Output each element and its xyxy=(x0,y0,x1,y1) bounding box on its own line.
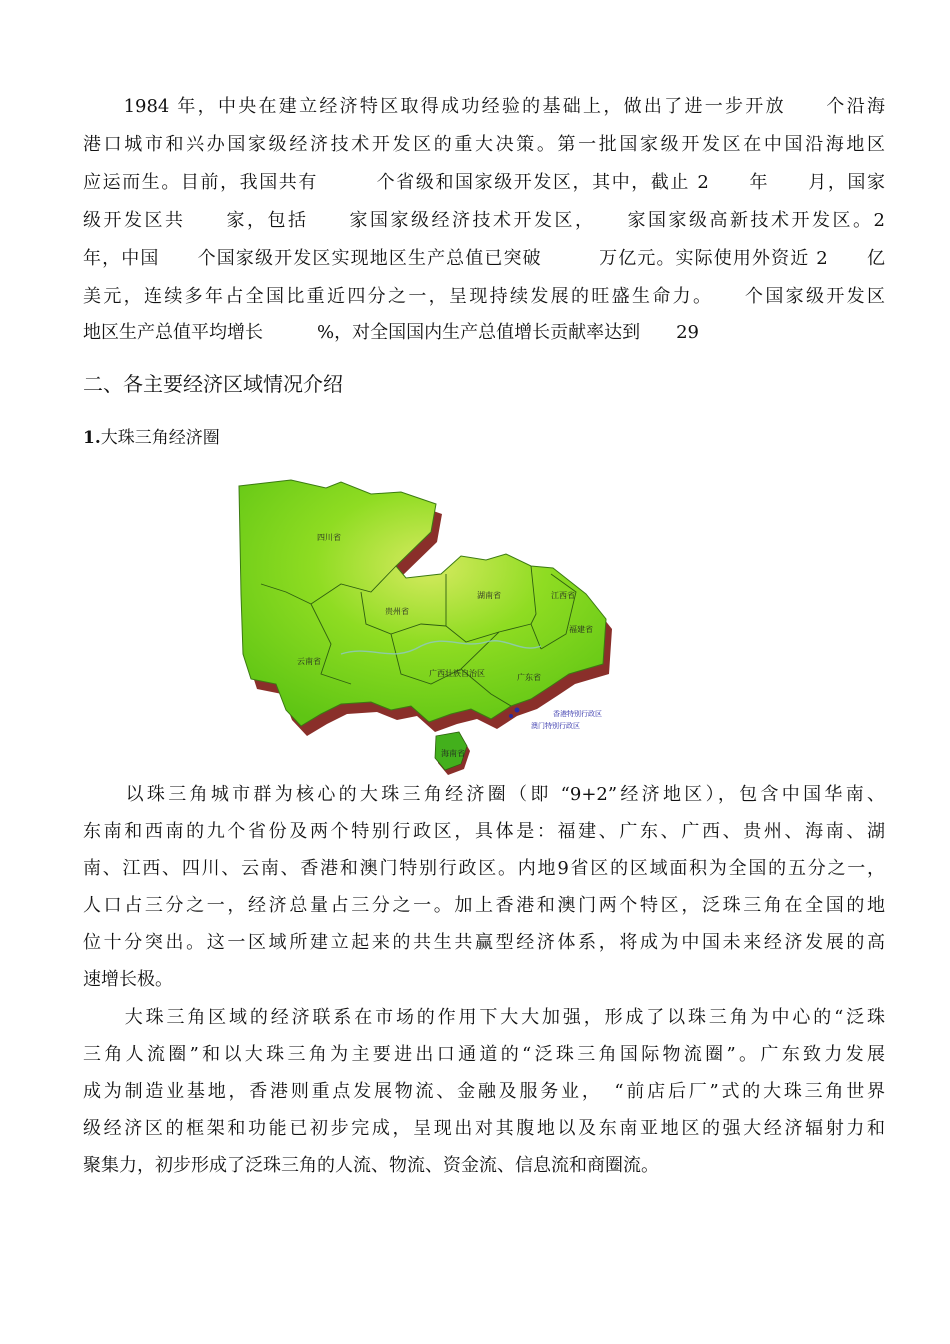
text-line: 港口城市和兴办国家级经济技术开发区的重大决策。第一批国家级开发区在中国沿海地区 xyxy=(83,134,885,155)
text-line: 人口占三分之一，经济总量占三分之一。加上香港和澳门两个特区，泛珠三角在全国的地 xyxy=(83,895,885,916)
text-line: 级开发区共 家，包括 家国家级经济技术开发区， 家国家级高新技术开发区。2 xyxy=(83,210,885,231)
label-guangdong: 广东省 xyxy=(517,673,541,682)
label-fujian: 福建省 xyxy=(569,625,593,634)
text-line: 地区生产总值平均增长 %，对全国国内生产总值增长贡献率达到 29 xyxy=(83,322,700,343)
text-line: 大珠三角区域的经济联系在市场的作用下大大加强，形成了以珠三角为中心的“泛珠 xyxy=(83,1007,885,1028)
text-line: 聚集力，初步形成了泛珠三角的人流、物流、资金流、信息流和商圈流。 xyxy=(83,1155,659,1176)
text-line: 成为制造业基地，香港则重点发展物流、金融及服务业， “前店后厂”式的大珠三角世界 xyxy=(83,1081,885,1102)
text-line: 以珠三角城市群为核心的大珠三角经济圈（即 “9+2”经济地区），包含中国华南、 xyxy=(83,784,885,805)
macau-marker xyxy=(509,714,513,718)
label-guizhou: 贵州省 xyxy=(385,607,409,616)
text-line: 位十分突出。这一区域所建立起来的共生共赢型经济体系，将成为中国未来经济发展的高 xyxy=(83,932,885,953)
label-hunan: 湖南省 xyxy=(477,591,501,600)
text-line: 1984 年，中央在建立经济特区取得成功经验的基础上，做出了进一步开放 个沿海 xyxy=(83,96,885,117)
text-line: 美元，连续多年占全国比重近四分之一，呈现持续发展的旺盛生命力。 个国家级开发区 xyxy=(83,286,885,307)
label-hainan: 海南省 xyxy=(441,749,465,758)
text-line: 级经济区的框架和功能已初步完成，呈现出对其腹地以及东南亚地区的强大经济辐射力和 xyxy=(83,1118,885,1139)
subsection-number: 1. xyxy=(83,428,101,448)
subsection-title: 大珠三角经济圈 xyxy=(100,428,220,448)
text-line: 速增长极。 xyxy=(83,969,173,990)
label-sichuan: 四川省 xyxy=(317,533,341,542)
pearl-river-delta-map xyxy=(231,474,661,776)
hk-marker xyxy=(515,708,520,713)
text-line: 东南和西南的九个省份及两个特别行政区，具体是：福建、广东、广西、贵州、海南、湖 xyxy=(83,821,885,842)
label-guangxi: 广西壮族自治区 xyxy=(429,669,485,678)
subsection-heading xyxy=(83,426,220,450)
label-macau: 澳门特别行政区 xyxy=(531,722,580,730)
label-yunnan: 云南省 xyxy=(297,657,321,666)
text-line: 南、江西、四川、云南、香港和澳门特别行政区。内地9省区的区域面积为全国的五分之一， xyxy=(83,858,885,879)
label-hongkong: 香港特别行政区 xyxy=(553,710,602,718)
label-jiangxi: 江西省 xyxy=(551,591,575,600)
text-line: 三角人流圈”和以大珠三角为主要进出口通道的“泛珠三角国际物流圈”。广东致力发展 xyxy=(83,1044,885,1065)
section-heading: 二、各主要经济区域情况介绍 xyxy=(83,372,343,396)
text-line: 年，中国 个国家级开发区实现地区生产总值已突破 万亿元。实际使用外资近 2 亿 xyxy=(83,248,885,269)
text-line: 应运而生。目前，我国共有 个省级和国家级开发区，其中，截止 2 年 月，国家 xyxy=(83,172,885,193)
